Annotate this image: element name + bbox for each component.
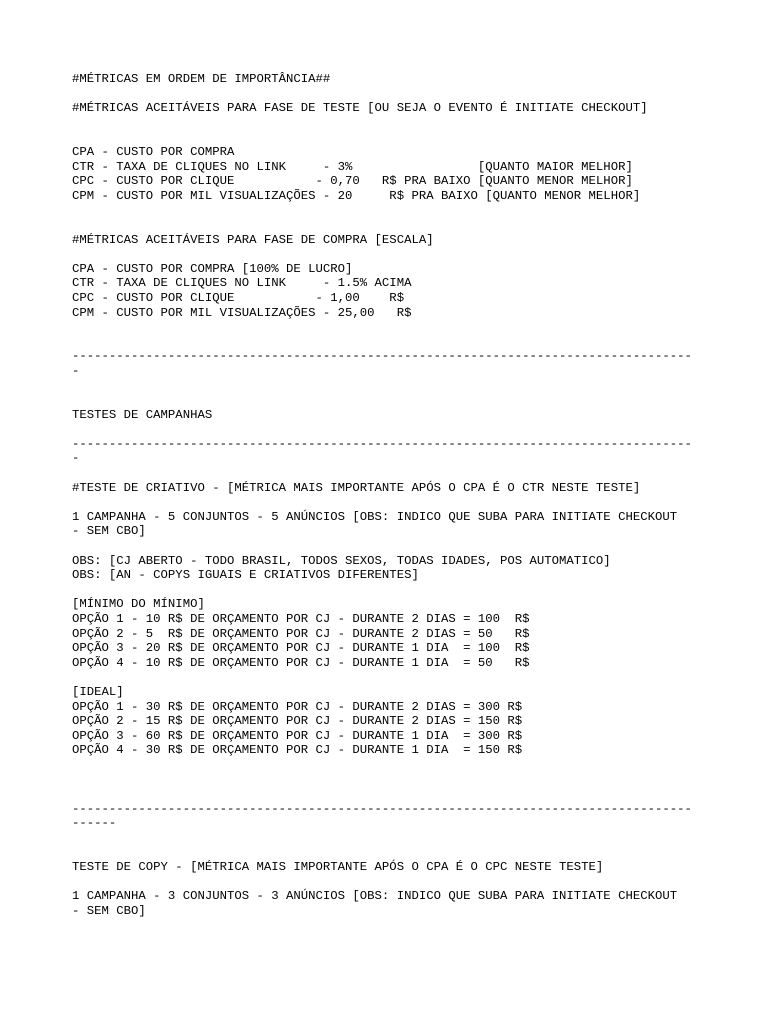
- doc-line: [72, 422, 712, 437]
- doc-line: ------------------------------------------------------------------------------------: [72, 436, 692, 451]
- doc-line: [72, 539, 712, 554]
- doc-line: ------------------------------------------------------------------------------------: [72, 349, 692, 364]
- doc-line: [72, 831, 712, 846]
- doc-line: TESTES DE CAMPANHAS: [72, 407, 213, 422]
- doc-line: OPÇÃO 3 - 20 R$ DE ORÇAMENTO POR CJ - DURANTE 1 DIA = 100 R$: [72, 641, 530, 656]
- doc-line: [72, 875, 712, 890]
- doc-line: [72, 670, 712, 685]
- doc-line: [72, 335, 712, 350]
- doc-line: - SEM CBO]: [72, 524, 146, 539]
- doc-line: CPC - CUSTO POR CLIQUE - 1,00 R$: [72, 290, 405, 305]
- doc-line: [MÍNIMO DO MÍNIMO]: [72, 597, 205, 612]
- doc-line: 1 CAMPANHA - 5 CONJUNTOS - 5 ANÚNCIOS [OBS: INDICO QUE SUBA PARA INITIATE CHECKOUT: [72, 509, 678, 524]
- doc-line: [72, 116, 712, 131]
- doc-line: [72, 758, 712, 773]
- doc-line: #MÉTRICAS ACEITÁVEIS PARA FASE DE TESTE [OU SEJA O EVENTO É INITIATE CHECKOUT]: [72, 101, 648, 116]
- doc-line: [72, 773, 712, 788]
- document-body: [72, 72, 712, 918]
- doc-line: CPA - CUSTO POR COMPRA: [72, 144, 235, 159]
- doc-line: OBS: [AN - COPYS IGUAIS E CRIATIVOS DIFERENTES]: [72, 568, 419, 583]
- doc-line: [72, 218, 712, 233]
- doc-line: CTR - TAXA DE CLIQUES NO LINK - 3% [QUANTO MAIOR MELHOR]: [72, 159, 633, 174]
- doc-line: [IDEAL]: [72, 684, 124, 699]
- doc-line: 1 CAMPANHA - 3 CONJUNTOS - 3 ANÚNCIOS [OBS: INDICO QUE SUBA PARA INITIATE CHECKOUT: [72, 889, 678, 904]
- doc-line: [72, 393, 712, 408]
- doc-line: OPÇÃO 1 - 10 R$ DE ORÇAMENTO POR CJ - DURANTE 2 DIAS = 100 R$: [72, 611, 530, 626]
- doc-line: CTR - TAXA DE CLIQUES NO LINK - 1.5% ACIMA: [72, 276, 412, 291]
- doc-line: [72, 466, 712, 481]
- doc-line: [72, 583, 712, 598]
- doc-line: CPC - CUSTO POR CLIQUE - 0,70 R$ PRA BAIXO [QUANTO MENOR MELHOR]: [72, 174, 633, 189]
- doc-line: [72, 495, 712, 510]
- doc-line: #MÉTRICAS ACEITÁVEIS PARA FASE DE COMPRA [ESCALA]: [72, 232, 434, 247]
- doc-line: - SEM CBO]: [72, 903, 146, 918]
- doc-line: OPÇÃO 3 - 60 R$ DE ORÇAMENTO POR CJ - DURANTE 1 DIA = 300 R$: [72, 728, 523, 743]
- doc-line: [72, 247, 712, 262]
- doc-line: CPM - CUSTO POR MIL VISUALIZAÇÕES - 20 R$ PRA BAIXO [QUANTO MENOR MELHOR]: [72, 188, 641, 203]
- doc-line: OBS: [CJ ABERTO - TODO BRASIL, TODOS SEXOS, TODAS IDADES, POS AUTOMATICO]: [72, 553, 611, 568]
- doc-line: OPÇÃO 2 - 15 R$ DE ORÇAMENTO POR CJ - DURANTE 2 DIAS = 150 R$: [72, 714, 523, 729]
- doc-line: [72, 845, 712, 860]
- doc-line: ------: [72, 816, 117, 831]
- doc-line: CPA - CUSTO POR COMPRA [100% DE LUCRO]: [72, 261, 353, 276]
- doc-line: [72, 130, 712, 145]
- doc-line: CPM - CUSTO POR MIL VISUALIZAÇÕES - 25,00 R$: [72, 305, 412, 320]
- doc-line: [72, 787, 712, 802]
- doc-line: [72, 320, 712, 335]
- doc-line: TESTE DE COPY - [MÉTRICA MAIS IMPORTANTE APÓS O CPA É O CPC NESTE TESTE]: [72, 860, 604, 875]
- doc-line: #MÉTRICAS EM ORDEM DE IMPORTÂNCIA##: [72, 72, 331, 86]
- doc-line: OPÇÃO 4 - 30 R$ DE ORÇAMENTO POR CJ - DURANTE 1 DIA = 150 R$: [72, 743, 523, 758]
- doc-line: ------------------------------------------------------------------------------------: [72, 801, 692, 816]
- doc-line: -: [72, 451, 80, 466]
- doc-line: [72, 87, 712, 102]
- doc-line: -: [72, 363, 80, 378]
- doc-line: [72, 378, 712, 393]
- doc-line: #TESTE DE CRIATIVO - [MÉTRICA MAIS IMPORTANTE APÓS O CPA É O CTR NESTE TESTE]: [72, 480, 641, 495]
- doc-line: OPÇÃO 1 - 30 R$ DE ORÇAMENTO POR CJ - DURANTE 2 DIAS = 300 R$: [72, 699, 523, 714]
- doc-line: OPÇÃO 2 - 5 R$ DE ORÇAMENTO POR CJ - DURANTE 2 DIAS = 50 R$: [72, 626, 530, 641]
- doc-line: OPÇÃO 4 - 10 R$ DE ORÇAMENTO POR CJ - DURANTE 1 DIA = 50 R$: [72, 655, 530, 670]
- doc-line: [72, 203, 712, 218]
